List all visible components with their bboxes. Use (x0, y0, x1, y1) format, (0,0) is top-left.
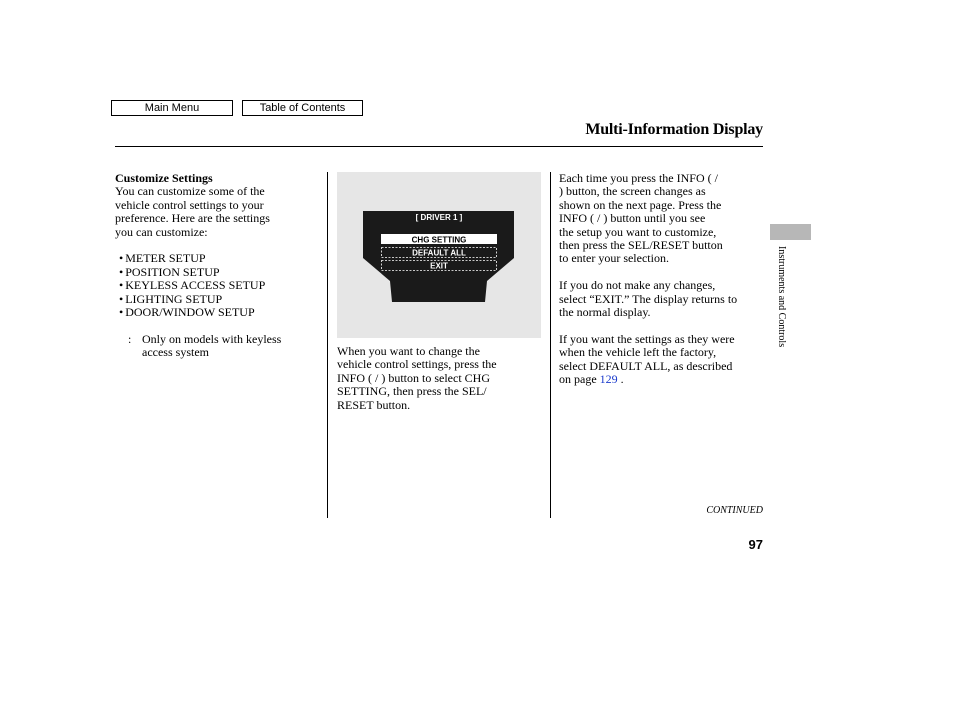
page-link[interactable]: 129 (599, 372, 618, 387)
intro-line: you can customize: (115, 224, 208, 239)
table-of-contents-button[interactable]: Table of Contents (242, 100, 363, 116)
middle-text-column (337, 345, 537, 412)
column-divider (550, 172, 551, 518)
body-line: ) button, the screen changes as (559, 184, 706, 199)
footnote (115, 333, 310, 360)
intro-line: You can customize some of the (115, 184, 265, 199)
body-line: If you do not make any changes, (559, 278, 716, 293)
section-side-label: Instruments and Controls (776, 246, 787, 348)
page-title: Multi-Information Display (585, 121, 763, 138)
body-line (559, 373, 764, 386)
customize-settings-column (115, 172, 310, 360)
body-line: then press the SEL/RESET button (559, 238, 723, 253)
body-line: select “EXIT.” The display returns to (559, 291, 738, 306)
page-reference-text: on page (559, 372, 600, 387)
body-line: to enter your selection. (559, 251, 669, 266)
section-tab (770, 224, 811, 240)
page-reference-suffix: . (617, 372, 624, 387)
body-line: If you want the settings as they were (559, 331, 735, 346)
display-option-exit: EXIT (430, 261, 448, 271)
section-heading: Customize Settings (115, 171, 213, 185)
body-line: SETTING, then press the SEL/ (337, 384, 487, 399)
body-line: the setup you want to customize, (559, 224, 717, 239)
main-menu-button[interactable]: Main Menu (111, 100, 233, 116)
body-line: INFO ( / ) button to select CHG (337, 370, 490, 385)
continued-label: CONTINUED (706, 505, 763, 516)
list-item: • KEYLESS ACCESS SETUP (119, 279, 310, 292)
display-option-default-all: DEFAULT ALL (412, 248, 466, 258)
multi-info-display-screen (337, 172, 541, 338)
footnote-line: Only on models with keyless (142, 331, 282, 346)
body-line: INFO ( / ) button until you see (559, 211, 706, 226)
list-item: • POSITION SETUP (119, 266, 310, 279)
intro-line: vehicle control settings to your (115, 197, 264, 212)
column-divider (327, 172, 328, 518)
header-divider (115, 146, 763, 147)
right-text-column (559, 172, 764, 386)
body-line: vehicle control settings, press the (337, 357, 497, 372)
body-line: select DEFAULT ALL, as described (559, 358, 733, 373)
intro-line: preference. Here are the settings (115, 211, 270, 226)
body-line: When you want to change the (337, 344, 480, 358)
body-line: when the vehicle left the factory, (559, 345, 717, 360)
settings-list (115, 252, 310, 319)
footnote-line: access system (142, 345, 209, 360)
list-item: • METER SETUP (119, 252, 310, 265)
display-header: [ DRIVER 1 ] (415, 213, 463, 222)
body-line: the normal display. (559, 305, 651, 320)
display-option-chg-setting: CHG SETTING (411, 235, 467, 245)
footnote-marker: : (128, 331, 132, 346)
display-illustration (337, 172, 541, 338)
page-number: 97 (748, 537, 763, 552)
body-line: RESET button. (337, 397, 411, 412)
list-item: • LIGHTING SETUP (119, 293, 310, 306)
body-line: Each time you press the INFO ( / (559, 171, 718, 185)
list-item: • DOOR/WINDOW SETUP (119, 306, 310, 319)
body-line: shown on the next page. Press the (559, 197, 722, 212)
